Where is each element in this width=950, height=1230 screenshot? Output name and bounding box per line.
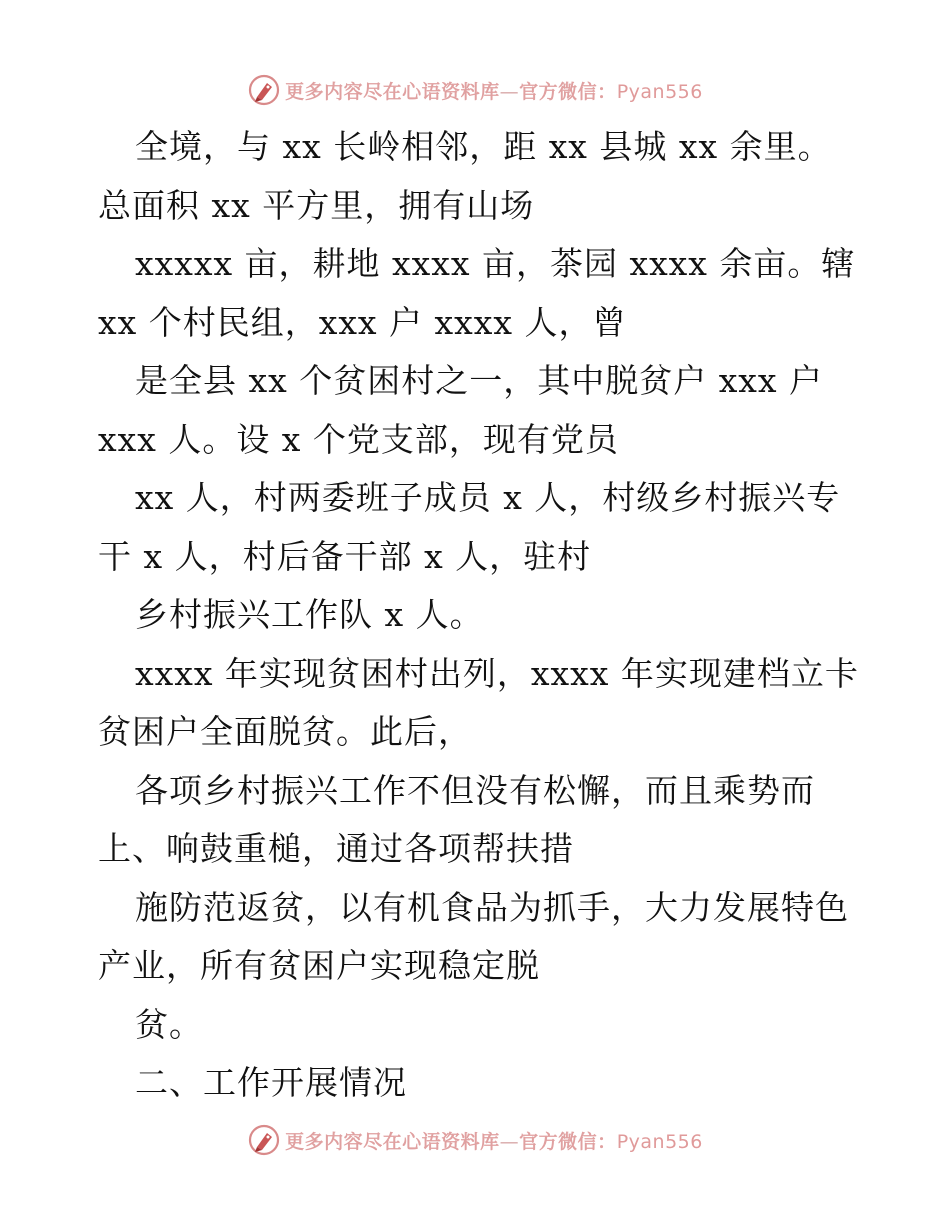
body-line: 施防范返贫，以有机食品为抓手，大力发展特色: [135, 887, 849, 927]
body-line: 全境，与 xx 长岭相邻，距 xx 县城 xx 余里。: [135, 127, 832, 166]
document-body: [98, 118, 858, 1113]
body-line: xxxx 年实现贫困村出列，xxxx 年实现建档立卡: [135, 653, 859, 693]
body-line: 总面积 xx 平方里，拥有山场: [98, 185, 535, 225]
body-line: xxxxx 亩，耕地 xxxx 亩，茶园 xxxx 余亩。辖: [135, 244, 856, 283]
body-line: xx 人，村两委班子成员 x 人，村级乡村振兴专: [135, 478, 841, 517]
watermark-header: [0, 70, 950, 110]
watermark-text: 更多内容尽在心语资料库—官方微信：Pyan556: [285, 80, 703, 103]
pen-nib-circle-icon: [247, 1123, 281, 1157]
body-line: 干 x 人，村后备干部 x 人，驻村: [98, 536, 592, 576]
pen-nib-circle-icon: [247, 73, 281, 107]
body-line: 各项乡村振兴工作不但没有松懈，而且乘势而: [135, 770, 815, 810]
body-line: 产业，所有贫困户实现稳定脱: [98, 946, 540, 985]
body-line: 贫。: [135, 1004, 203, 1044]
body-line: xxx 人。设 x 个党支部，现有党员: [98, 419, 619, 459]
body-line: xx 个村民组，xxx 户 xxxx 人，曾: [98, 302, 627, 342]
body-line: 贫困户全面脱贫。此后，: [98, 712, 472, 751]
section-heading: 二、工作开展情况: [135, 1063, 407, 1102]
watermark-text: 更多内容尽在心语资料库—官方微信：Pyan556: [285, 1130, 703, 1153]
body-line: 乡村振兴工作队 x 人。: [135, 595, 484, 634]
body-line: 上、响鼓重槌，通过各项帮扶措: [98, 829, 574, 868]
body-line: 是全县 xx 个贫困村之一，其中脱贫户 xxx 户: [135, 361, 824, 400]
watermark-footer: [0, 1120, 950, 1160]
